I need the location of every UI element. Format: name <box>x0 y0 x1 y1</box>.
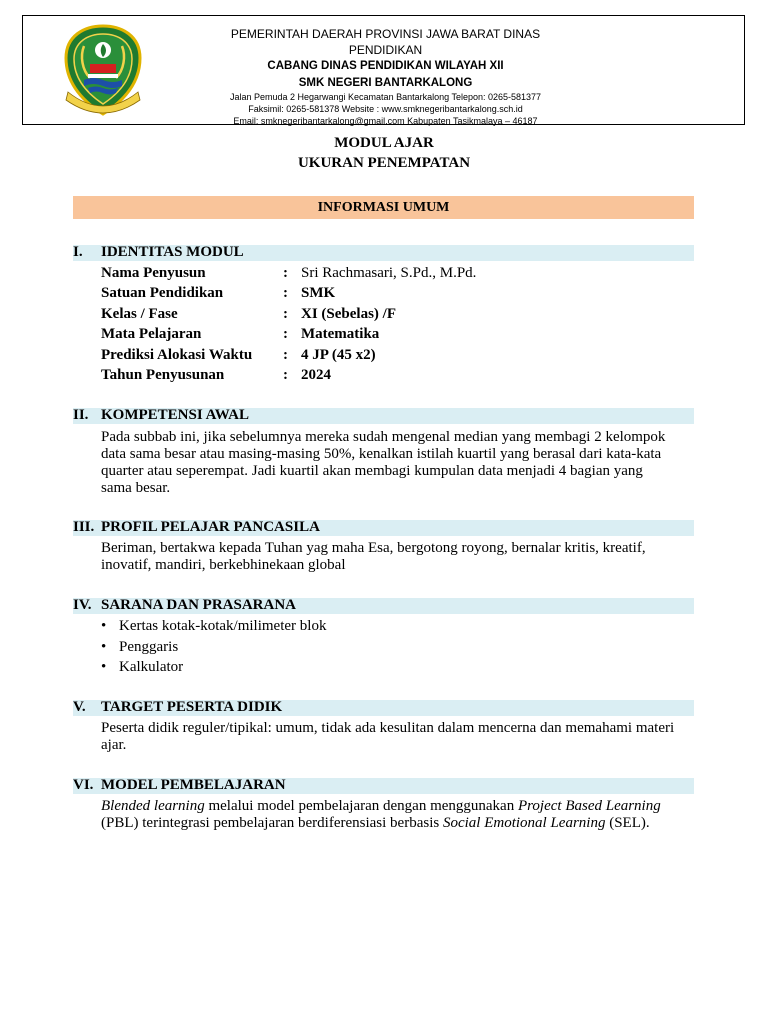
paragraph-line: data sama besar atau masing-masing 50%, kenalkan istilah kuartil yang berasal dari kata-kata <box>101 446 662 462</box>
model-paragraph <box>101 798 697 832</box>
field-value-nama-penyusun: Sri Rachmasari, S.Pd., M.Pd. <box>301 265 477 281</box>
profil-paragraph <box>101 540 697 574</box>
paragraph-line: quarter atau seperempat. Jadi kuartil akan membagi kumpulan data menjadi 4 bagian yang <box>101 463 643 479</box>
bullet-icon: • <box>101 659 107 675</box>
letterhead-line2: PENDIDIKAN <box>348 43 423 57</box>
letterhead-fax-website: Faksimil: 0265-581378 Website : www.smknegeribantarkalong.sch.id <box>248 104 523 114</box>
section-number: III. <box>73 519 95 535</box>
paragraph-line <box>101 798 697 815</box>
field-colon: : <box>283 306 288 322</box>
list-item <box>101 637 178 657</box>
letterhead-school-name: SMK NEGERI BANTARKALONG <box>298 77 473 89</box>
section-title-model: MODEL PEMBELAJARAN <box>101 777 286 793</box>
section-title-target: TARGET PESERTA DIDIK <box>101 699 283 715</box>
paragraph-text: (SEL). <box>605 815 650 831</box>
list-item-text: Kertas kotak-kotak/milimeter blok <box>119 618 327 634</box>
field-colon: : <box>283 285 288 301</box>
section-title-profil: PROFIL PELAJAR PANCASILA <box>101 519 320 535</box>
paragraph-line: Peserta didik reguler/tipikal: umum, tidak ada kesulitan dalam mencerna dan memahami materi <box>101 720 675 736</box>
field-label-tahun-penyusunan: Tahun Penyusunan <box>101 367 225 383</box>
field-value-kelas-fase: XI (Sebelas) /F <box>301 306 396 322</box>
target-paragraph <box>101 720 697 754</box>
letterhead-email: Email: smknegeribantarkalong@gmail.com Kabupaten Tasikmalaya – 46187 <box>233 116 538 126</box>
list-item <box>101 657 183 677</box>
paragraph-line: Beriman, bertakwa kepada Tuhan yag maha Esa, bergotong royong, bernalar kritis, kreatif, <box>101 540 646 556</box>
section-number: I. <box>73 244 83 260</box>
field-colon: : <box>283 326 288 342</box>
letterhead <box>22 15 745 125</box>
document-subtitle: UKURAN PENEMPATAN <box>297 155 471 171</box>
paragraph-line: ajar. <box>101 737 127 753</box>
paragraph-line: inovatif, mandiri, berkebhinekaan global <box>101 557 346 573</box>
letterhead-government-line <box>193 26 578 58</box>
bullet-icon: • <box>101 618 107 634</box>
section-number: IV. <box>73 597 92 613</box>
field-colon: : <box>283 347 288 363</box>
paragraph-text: (PBL) terintegrasi pembelajaran berdiferensiasi berbasis <box>101 815 443 831</box>
paragraph-text: melalui model pembelajaran dengan menggunakan <box>204 798 518 814</box>
field-value-mata-pelajaran: Matematika <box>301 326 380 342</box>
list-item <box>101 616 326 636</box>
section-title-identitas: IDENTITAS MODUL <box>101 244 244 260</box>
field-label-nama-penyusun: Nama Penyusun <box>101 265 206 281</box>
letterhead-address: Jalan Pemuda 2 Hegarwangi Kecamatan Bantarkalong Telepon: 0265-581377 <box>229 92 542 102</box>
paragraph-line: Pada subbab ini, jika sebelumnya mereka sudah mengenal median yang membagi 2 kelompok <box>101 429 666 445</box>
paragraph-line: sama besar. <box>101 480 171 496</box>
field-label-alokasi-waktu: Prediksi Alokasi Waktu <box>101 347 253 363</box>
field-colon: : <box>283 367 288 383</box>
section-number: II. <box>73 407 89 423</box>
letterhead-line1: PEMERINTAH DAERAH PROVINSI JAWA BARAT DINAS <box>230 27 541 41</box>
field-value-alokasi-waktu: 4 JP (45 x2) <box>301 347 376 363</box>
section-number: VI. <box>73 777 94 793</box>
italic-term: Project Based Learning <box>517 798 661 814</box>
kompetensi-paragraph <box>101 429 697 497</box>
info-header-band: INFORMASI UMUM <box>73 196 694 219</box>
field-value-tahun-penyusunan: 2024 <box>301 367 331 383</box>
bullet-icon: • <box>101 639 107 655</box>
document-title: MODUL AJAR <box>334 135 434 151</box>
section-title-kompetensi: KOMPETENSI AWAL <box>101 407 249 423</box>
section-number: V. <box>73 699 86 715</box>
field-label-satuan-pendidikan: Satuan Pendidikan <box>101 285 224 301</box>
letterhead-branch-office: CABANG DINAS PENDIDIKAN WILAYAH XII <box>267 60 504 72</box>
field-colon: : <box>283 265 288 281</box>
field-label-kelas-fase: Kelas / Fase <box>101 306 178 322</box>
list-item-text: Penggaris <box>119 639 179 655</box>
section-title-sarana: SARANA DAN PRASARANA <box>101 597 297 613</box>
west-java-coat-of-arms-icon <box>60 22 146 118</box>
paragraph-line <box>101 815 697 832</box>
field-value-satuan-pendidikan: SMK <box>301 285 336 301</box>
italic-term: Blended learning <box>101 798 205 814</box>
field-label-mata-pelajaran: Mata Pelajaran <box>101 326 202 342</box>
italic-term: Social Emotional Learning <box>442 815 606 831</box>
list-item-text: Kalkulator <box>119 659 184 675</box>
